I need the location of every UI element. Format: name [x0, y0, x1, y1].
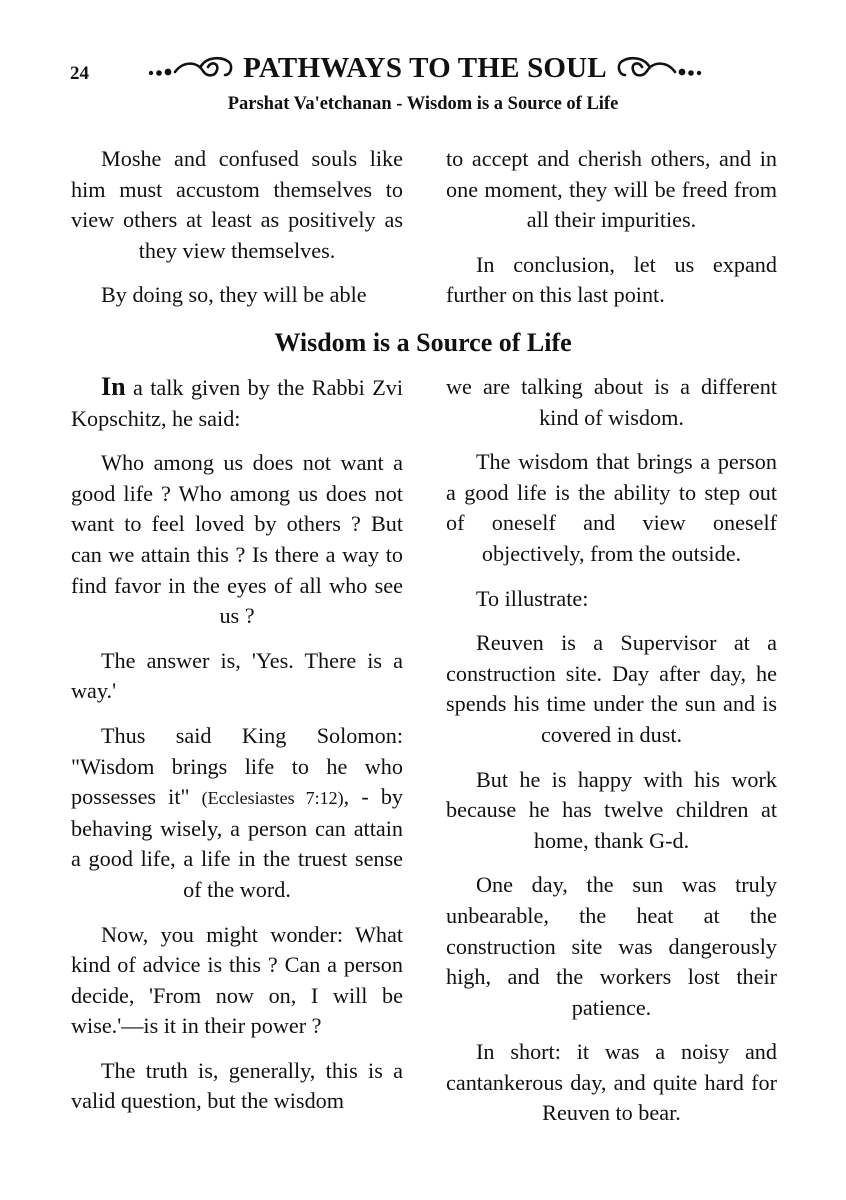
citation: (Ecclesiastes 7:12): [201, 788, 344, 809]
page-number: 24: [70, 63, 89, 84]
paragraph: By doing so, they will be able: [101, 282, 367, 308]
paragraph: Moshe and confused souls like him must accustom themselves to view others at least as positively as they view themselves.: [71, 146, 403, 263]
right-column: [446, 372, 777, 1143]
left-column: [71, 372, 403, 1131]
paragraph-text: a talk given by the Rabbi Zvi Kopschitz, he said:: [71, 375, 403, 431]
right-flourish-ornament: [615, 53, 705, 83]
page-header: [0, 48, 846, 88]
paragraph: The wisdom that brings a person a good life is the ability to step out of oneself and view oneself objectively, from the outside.: [446, 449, 777, 566]
top-right-column: [446, 144, 777, 325]
left-flourish-ornament: [145, 53, 235, 83]
paragraph: [71, 372, 403, 434]
paragraph: One day, the sun was truly unbearable, the heat at the construction site was dangerously high, and the workers lost their patience.: [446, 872, 777, 1020]
paragraph: Who among us does not want a good life ? Who among us does not want to feel loved by others ? But can we attain this ? Is there a way to find favor in the eyes of all who see us ?: [71, 450, 403, 629]
running-title: PATHWAYS TO THE SOUL: [243, 51, 607, 84]
paragraph: But he is happy with his work because he has twelve children at home, thank G-d.: [446, 766, 777, 853]
paragraph-text: , - by behaving wisely, a person can attain a good life, a life in the truest sense of the word.: [71, 784, 404, 902]
running-title-group: [130, 48, 720, 88]
paragraph: we are talking about is a different kind of wisdom.: [446, 374, 777, 430]
paragraph: to accept and cherish others, and in one moment, they will be freed from all their impurities.: [446, 146, 777, 233]
section-heading: Wisdom is a Source of Life: [274, 328, 572, 357]
paragraph-text: Thus said King Solomon: "Wisdom brings life to he who possesses it": [71, 722, 403, 810]
chapter-subtitle: Parshat Va'etchanan - Wisdom is a Source of Life: [227, 94, 619, 114]
paragraph: [71, 721, 403, 906]
paragraph: The answer is, 'Yes. There is a way.': [71, 647, 403, 704]
paragraph: To illustrate:: [476, 585, 589, 611]
paragraph: The truth is, generally, this is a valid question, but the wisdom: [71, 1057, 403, 1114]
paragraph: Reuven is a Supervisor at a construction site. Day after day, he spends his time under the sun and is covered in dust.: [446, 630, 777, 747]
paragraph: In conclusion, let us expand further on this last point.: [446, 251, 777, 308]
lead-word: In: [101, 372, 126, 401]
top-left-column: [71, 144, 403, 325]
paragraph: In short: it was a noisy and cantankerous day, and quite hard for Reuven to bear.: [446, 1039, 777, 1126]
paragraph: Now, you might wonder: What kind of advice is this ? Can a person decide, 'From now on, I will be wise.'—is it in their power ?: [71, 921, 403, 1039]
